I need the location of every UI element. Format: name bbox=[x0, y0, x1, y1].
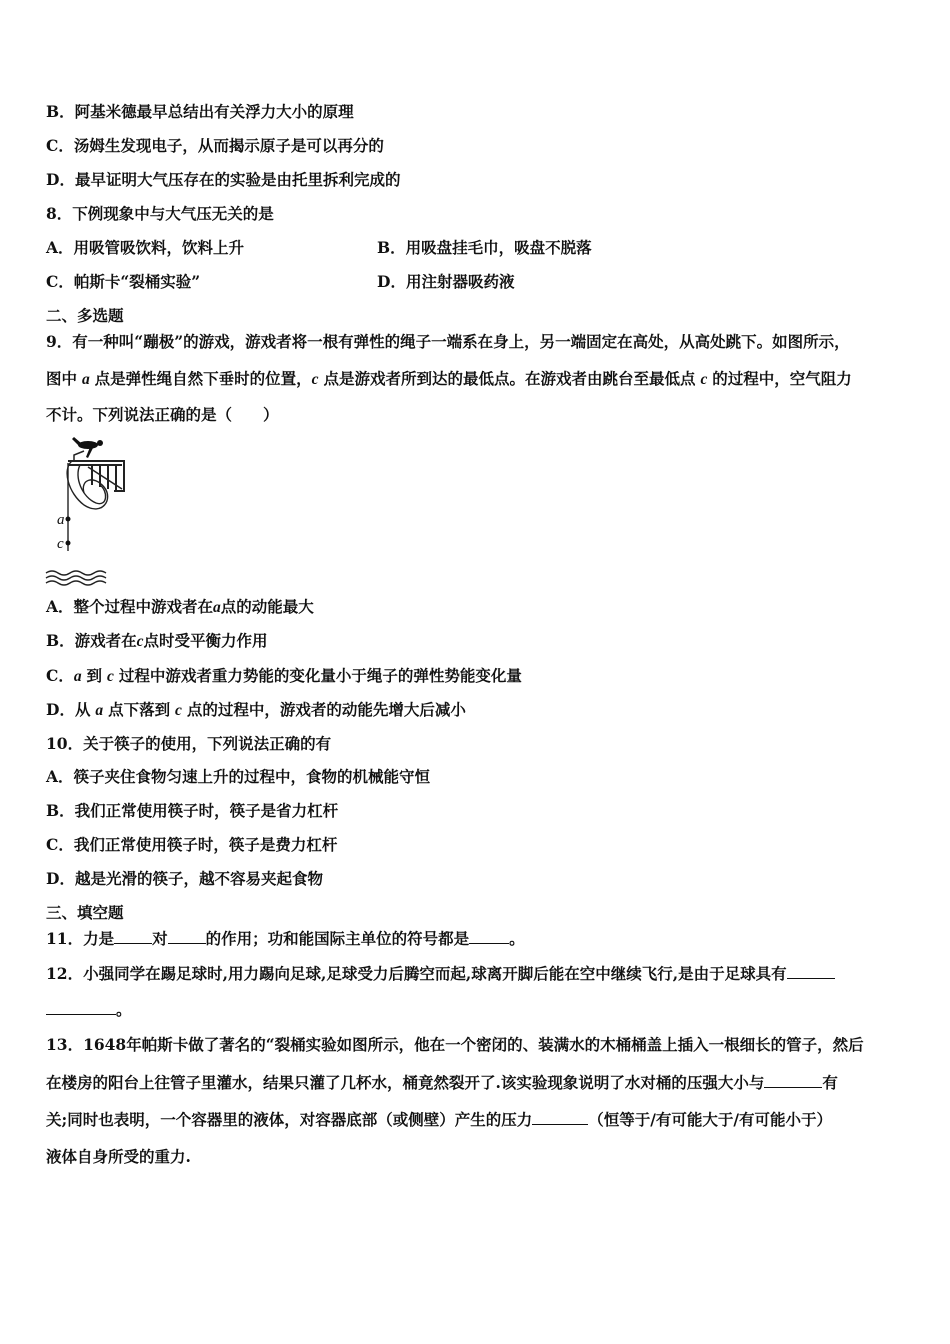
q9-option-b bbox=[46, 631, 268, 652]
option-text: 汤姆生发现电子，从而揭示原子是可以再分的 bbox=[73, 136, 384, 155]
option-text: 用吸管吸饮料，饮料上升 bbox=[73, 238, 245, 257]
q9-stem-line3 bbox=[46, 405, 279, 425]
option-label: C． bbox=[46, 666, 74, 685]
option-text: 过程中游戏者重力势能的变化量小于绳子的弹性势能变化量 bbox=[118, 666, 522, 685]
water-waves bbox=[46, 571, 106, 585]
option-text: 用注射器吸药液 bbox=[405, 272, 515, 291]
option-label: D． bbox=[46, 700, 75, 719]
jump-platform bbox=[68, 451, 124, 491]
option-text: 筷子夹住食物匀速上升的过程中，食物的机械能守恒 bbox=[73, 767, 431, 786]
section-title: 三、填空题 bbox=[46, 903, 124, 922]
section-heading bbox=[46, 903, 124, 923]
option-label: B． bbox=[46, 102, 75, 121]
q12-line1 bbox=[46, 964, 835, 984]
q13-line1 bbox=[46, 1035, 864, 1055]
variable-c: c bbox=[175, 702, 182, 719]
question-text: 不计。下列说法正确的是（ ） bbox=[46, 405, 279, 424]
q8-option-d bbox=[377, 272, 514, 292]
question-stem: 8．下例现象中与大气压无关的是 bbox=[46, 204, 274, 223]
answer-blank[interactable] bbox=[764, 1073, 822, 1088]
q9-option-c bbox=[46, 666, 522, 687]
question-text: 图中 bbox=[46, 369, 78, 388]
q8-stem bbox=[46, 204, 274, 224]
variable-c: c bbox=[700, 371, 708, 388]
option-label: A． bbox=[46, 238, 74, 257]
q12-line2 bbox=[46, 1000, 132, 1020]
option-text: 我们正常使用筷子时，筷子是省力杠杆 bbox=[74, 801, 339, 820]
q10-option-b bbox=[46, 801, 338, 821]
question-text: 9．有一种叫“蹦极”的游戏，游戏者将一根有弹性的绳子一端系在身上，另一端固定在高处，从高处跳下。如图所示， bbox=[46, 332, 850, 351]
option-label: C． bbox=[46, 136, 74, 155]
question-stem: 10．关于筷子的使用，下列说法正确的有 bbox=[46, 734, 332, 753]
option-label: A． bbox=[46, 597, 74, 616]
option-text: 到 bbox=[86, 666, 103, 685]
point-c-dot bbox=[66, 541, 71, 546]
q8-option-c bbox=[46, 272, 200, 292]
variable-a: a bbox=[95, 702, 104, 719]
option-text: 点时受平衡力作用 bbox=[143, 631, 268, 650]
q9-stem-line1 bbox=[46, 332, 850, 352]
answer-blank[interactable] bbox=[168, 929, 206, 944]
option-text: 点的过程中，游戏者的动能先增大后减小 bbox=[186, 700, 466, 719]
option-text: 帕斯卡“裂桶实验” bbox=[73, 272, 201, 291]
option-text: 最早证明大气压存在的实验是由托里拆利完成的 bbox=[74, 170, 401, 189]
variable-a: a bbox=[81, 371, 90, 388]
label-a: a bbox=[57, 512, 65, 528]
question-text: 12．小强同学在踢足球时,用力踢向足球,足球受力后腾空而起,球离开脚后能在空中继续飞行,是由于足球具有 bbox=[46, 964, 787, 983]
question-text: 11．力是 bbox=[46, 929, 115, 948]
variable-a: a bbox=[73, 668, 82, 685]
option-label: D． bbox=[46, 170, 75, 189]
section-heading bbox=[46, 306, 124, 326]
q10-option-d bbox=[46, 869, 323, 889]
option-label: B． bbox=[46, 801, 75, 820]
q8-option-a bbox=[46, 238, 244, 258]
option-text: 从 bbox=[74, 700, 91, 719]
question-text: 的过程中，空气阻力 bbox=[712, 369, 852, 388]
question-text: 液体自身所受的重力. bbox=[46, 1147, 191, 1166]
option-label: C． bbox=[46, 272, 74, 291]
option-text: 我们正常使用筷子时，筷子是费力杠杆 bbox=[73, 835, 338, 854]
question-text: 。 bbox=[116, 1000, 132, 1019]
answer-blank[interactable] bbox=[114, 929, 152, 944]
variable-c: c bbox=[311, 371, 319, 388]
label-c: c bbox=[57, 536, 64, 552]
question-text: 在楼房的阳台上往管子里灌水，结果只灌了几杯水，桶竟然裂开了.该实验现象说明了水对桶的压强大小与 bbox=[46, 1073, 765, 1092]
question-text: 关;同时也表明，一个容器里的液体，对容器底部（或侧壁）产生的压力 bbox=[46, 1110, 533, 1129]
question-text: 对 bbox=[152, 929, 168, 948]
q13-line2 bbox=[46, 1073, 838, 1093]
question-text: 。 bbox=[509, 929, 525, 948]
variable-c: c bbox=[106, 668, 114, 685]
q9-option-d bbox=[46, 700, 466, 721]
answer-blank[interactable] bbox=[532, 1110, 588, 1125]
option-text: 点的动能最大 bbox=[220, 597, 314, 616]
option-text: 点下落到 bbox=[108, 700, 171, 719]
answer-blank[interactable] bbox=[469, 929, 509, 944]
q10-stem bbox=[46, 734, 331, 754]
option-text: 用吸盘挂毛巾，吸盘不脱落 bbox=[405, 238, 592, 257]
option-label: D． bbox=[46, 869, 75, 888]
q13-line4 bbox=[46, 1147, 191, 1167]
question-text: 点是弹性绳自然下垂时的位置， bbox=[94, 369, 312, 388]
q10-option-a bbox=[46, 767, 430, 787]
answer-blank[interactable] bbox=[787, 964, 835, 979]
option-text: 阿基米德最早总结出有关浮力大小的原理 bbox=[74, 102, 354, 121]
question-text: 13．1648年帕斯卡做了著名的“裂桶实验如图所示，他在一个密闭的、装满水的木桶桶盖上插入一根细长的管子，然后 bbox=[46, 1035, 864, 1054]
q9-option-a bbox=[46, 597, 314, 618]
q8-option-b bbox=[377, 238, 592, 258]
section-title: 二、多选题 bbox=[46, 306, 124, 325]
q11 bbox=[46, 929, 525, 949]
question-text: （恒等于/有可能大于/有可能小于） bbox=[588, 1110, 833, 1129]
jumper bbox=[72, 437, 103, 458]
question-text: 有 bbox=[822, 1073, 838, 1092]
q7-option-d bbox=[46, 170, 400, 190]
option-label: C． bbox=[46, 835, 74, 854]
q9-stem-line2 bbox=[46, 369, 852, 390]
q13-line3 bbox=[46, 1110, 832, 1130]
option-label: A． bbox=[46, 767, 74, 786]
question-text: 的作用；功和能国际主单位的符号都是 bbox=[205, 929, 470, 948]
option-label: B． bbox=[377, 238, 406, 257]
q10-option-c bbox=[46, 835, 337, 855]
option-label: D． bbox=[377, 272, 406, 291]
question-text: 点是游戏者所到达的最低点。在游戏者由跳台至最低点 bbox=[323, 369, 696, 388]
point-a-dot bbox=[66, 517, 71, 522]
bungee-figure bbox=[44, 433, 144, 587]
option-label: B． bbox=[46, 631, 75, 650]
q7-option-c bbox=[46, 136, 384, 156]
option-text: 游戏者在 bbox=[74, 631, 137, 650]
option-text: 整个过程中游戏者在 bbox=[73, 597, 214, 616]
answer-blank[interactable] bbox=[46, 1000, 116, 1015]
variable-a: a bbox=[213, 599, 221, 616]
elastic-rope bbox=[67, 461, 108, 551]
variable-c: c bbox=[136, 633, 144, 650]
q7-option-b bbox=[46, 102, 354, 122]
option-text: 越是光滑的筷子，越不容易夹起食物 bbox=[74, 869, 323, 888]
